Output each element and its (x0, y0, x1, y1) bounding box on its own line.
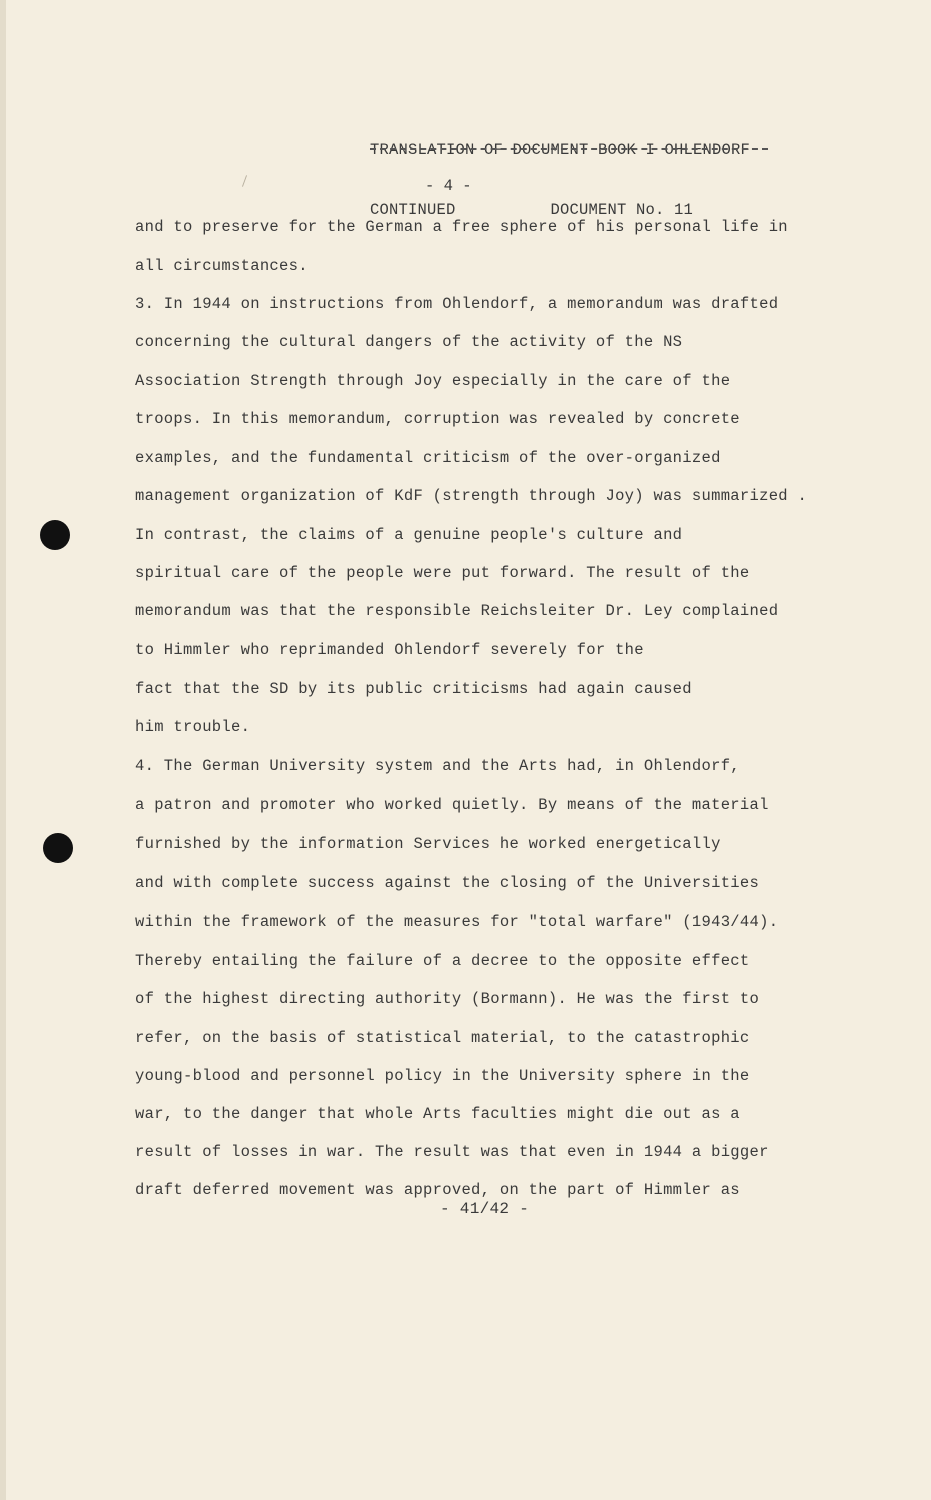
text-line: all circumstances. (135, 257, 308, 275)
text-line: troops. In this memorandum, corruption was revealed by concrete (135, 410, 740, 428)
text-line: him trouble. (135, 718, 251, 736)
text-line: fact that the SD by its public criticisms had again caused (135, 680, 692, 698)
text-line: and to preserve for the German a free sphere of his personal life in (135, 218, 788, 236)
text-line: of the highest directing authority (Bormann). He was the first to (135, 990, 760, 1008)
text-line: a patron and promoter who worked quietly. By means of the material (135, 796, 769, 814)
text-line: Thereby entailing the failure of a decree to the opposite effect (135, 952, 750, 970)
text-line: Association Strength through Joy especially in the care of the (135, 372, 731, 390)
header-divider (370, 148, 768, 150)
text-line: and with complete success against the closing of the Universities (135, 874, 760, 892)
text-line: furnished by the information Services he worked energetically (135, 835, 721, 853)
page-footer: - 41/42 - (440, 1200, 530, 1218)
paper-mark (242, 175, 247, 187)
text-line: 4. The German University system and the Arts had, in Ohlendorf, (135, 757, 740, 775)
text-line: 3. In 1944 on instructions from Ohlendorf, a memorandum was drafted (135, 295, 779, 313)
text-line: draft deferred movement was approved, on the part of Himmler as (135, 1181, 740, 1199)
text-line: refer, on the basis of statistical material, to the catastrophic (135, 1029, 750, 1047)
text-line: war, to the danger that whole Arts faculties might die out as a (135, 1105, 740, 1123)
paper-edge (0, 0, 6, 1500)
punch-hole (40, 520, 70, 550)
text-line: to Himmler who reprimanded Ohlendorf severely for the (135, 641, 644, 659)
text-line: result of losses in war. The result was that even in 1944 a bigger (135, 1143, 769, 1161)
text-line: examples, and the fundamental criticism of the over-organized (135, 449, 721, 467)
text-line: memorandum was that the responsible Reichsleiter Dr. Ley complained (135, 602, 779, 620)
punch-hole (43, 833, 73, 863)
text-line: In contrast, the claims of a genuine people's culture and (135, 526, 683, 544)
page-number: - 4 - (425, 177, 472, 195)
text-line: management organization of KdF (strength through Joy) was summarized . (135, 487, 808, 505)
header-title: TRANSLATION OF DOCUMENT BOOK I OHLENDORF (370, 141, 751, 159)
text-line: within the framework of the measures for "total warfare" (1943/44). (135, 913, 779, 931)
text-line: concerning the cultural dangers of the activity of the NS (135, 333, 683, 351)
text-line: young-blood and personnel policy in the University sphere in the (135, 1067, 750, 1085)
text-line: spiritual care of the people were put forward. The result of the (135, 564, 750, 582)
header-subtitle: CONTINUED DOCUMENT No. 11 (370, 201, 694, 219)
